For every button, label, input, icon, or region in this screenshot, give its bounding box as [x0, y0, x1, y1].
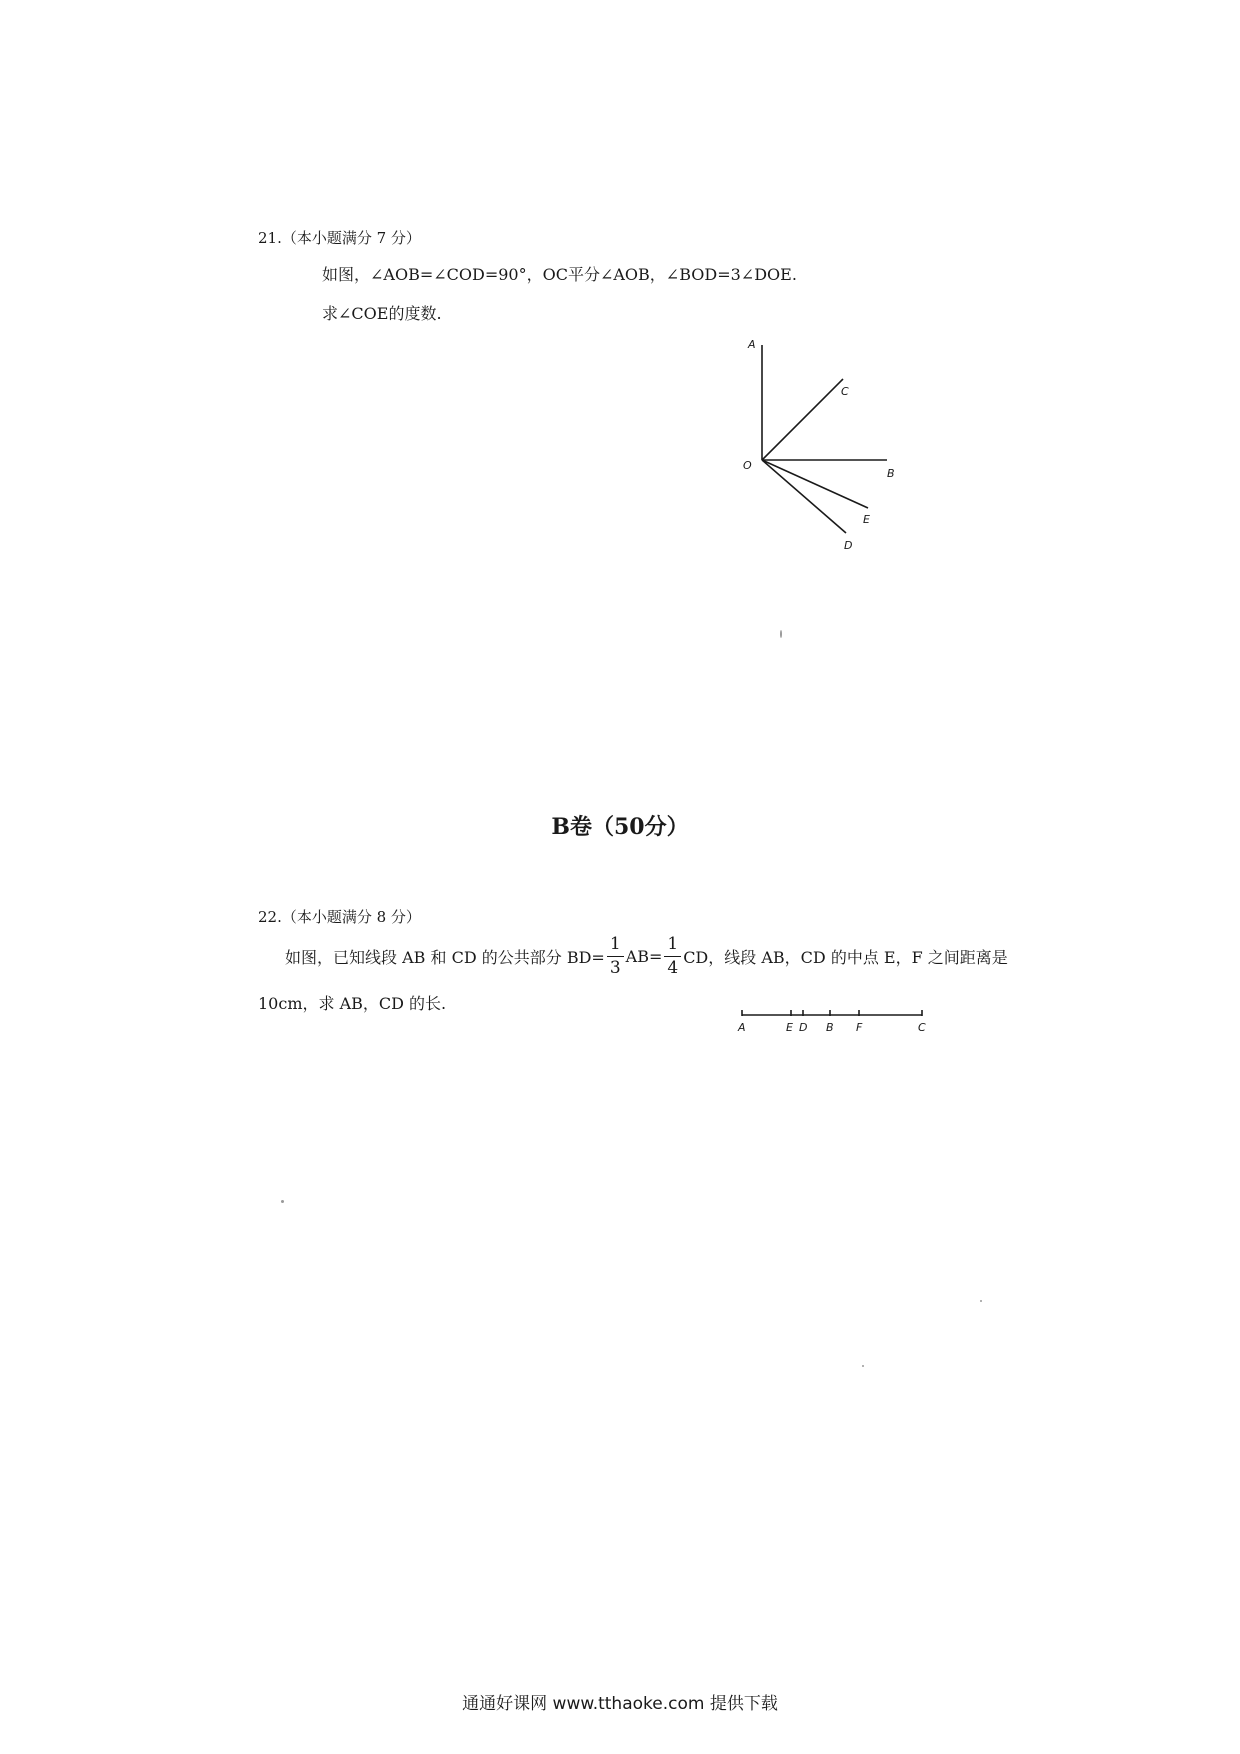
footer-credit: 通通好课网 www.tthaoke.com 提供下载 — [462, 1694, 778, 1714]
fraction-numerator: 1 — [607, 935, 624, 957]
label-D: D — [844, 539, 853, 552]
label-C: C — [918, 1021, 926, 1034]
fraction-denominator: 4 — [667, 957, 679, 978]
fraction-one-third — [607, 935, 624, 977]
label-F: F — [856, 1021, 863, 1034]
q21-statement: 如图，∠AOB=∠COD=90°，OC平分∠AOB，∠BOD=3∠DOE. — [322, 265, 797, 284]
q21-question: 求∠COE的度数. — [322, 304, 442, 323]
scan-speck — [780, 630, 782, 638]
label-O: O — [743, 459, 752, 472]
q22-text-post: CD，线段 AB，CD 的中点 E，F 之间距离是 — [683, 947, 1008, 967]
scan-speck — [980, 1300, 982, 1302]
scan-speck — [862, 1365, 864, 1367]
ray-OD — [762, 460, 846, 533]
ray-OC — [762, 379, 843, 460]
label-A: A — [748, 338, 756, 351]
section-b-title: B卷（50分） — [551, 814, 689, 840]
q21-angle-figure — [730, 330, 920, 560]
label-C: C — [841, 385, 849, 398]
label-B: B — [826, 1021, 834, 1034]
label-A: A — [738, 1021, 746, 1034]
scan-speck — [281, 1200, 284, 1203]
ray-OE — [762, 460, 868, 508]
label-D: D — [799, 1021, 808, 1034]
fraction-denominator: 3 — [609, 957, 621, 978]
label-E: E — [786, 1021, 793, 1034]
fraction-numerator: 1 — [664, 935, 681, 957]
q22-text-mid: AB= — [625, 946, 663, 966]
label-B: B — [887, 467, 895, 480]
q22-statement — [285, 935, 1008, 977]
label-E: E — [863, 513, 870, 526]
fraction-one-quarter — [664, 935, 681, 977]
q22-question: 10cm，求 AB，CD 的长. — [258, 994, 447, 1013]
q21-heading: 21.（本小题满分 7 分） — [258, 229, 421, 247]
q22-segment-figure — [730, 1000, 930, 1040]
q22-text-pre: 如图，已知线段 AB 和 CD 的公共部分 BD= — [285, 947, 605, 967]
q22-heading: 22.（本小题满分 8 分） — [258, 908, 421, 926]
